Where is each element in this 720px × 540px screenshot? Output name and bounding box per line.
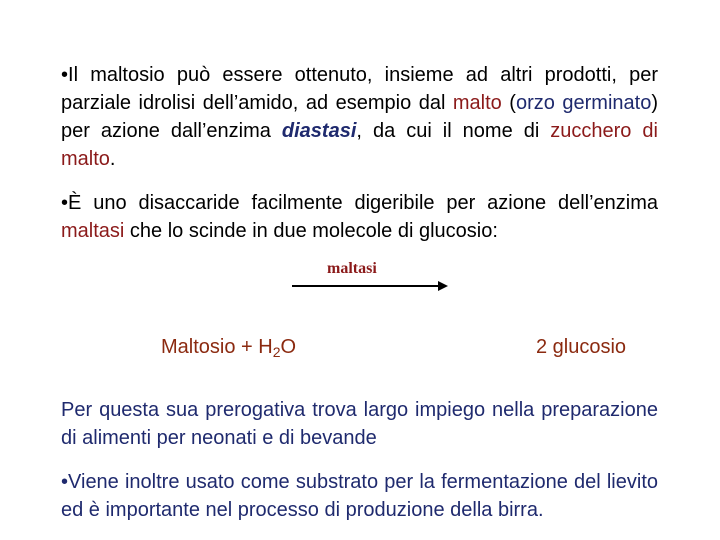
paragraph-text: che lo scinde in due molecole di glucosio: (124, 220, 498, 242)
term-maltasi: maltasi (61, 220, 125, 242)
reactant-text: Maltosio + H (161, 336, 273, 358)
reaction-product: 2 glucosio (536, 336, 627, 358)
paragraph-text: ) per azione dall’enzima (61, 92, 658, 142)
term-diastasi: diastasi (281, 120, 357, 142)
bullet: • (61, 192, 69, 214)
paragraph-text: . (109, 148, 116, 170)
term-orzo-germinato: orzo germinato (515, 92, 652, 114)
reaction-arrow-icon (292, 279, 452, 293)
paragraph-disaccharide (61, 189, 658, 245)
paragraph-maltose-origin (61, 61, 658, 173)
paragraph-text: ( (501, 92, 516, 114)
paragraph-text: Viene inoltre usato come substrato per la fermentazione del lievito ed è importante nel processo di produzione della birra. (61, 471, 658, 521)
reaction-enzyme-label: maltasi (327, 260, 377, 277)
paragraph-text: , da cui il nome di (356, 120, 551, 142)
reactant-text: O (280, 336, 297, 358)
paragraph-text: Il maltosio può essere ottenuto, insieme ad altri prodotti, per parziale idrolisi dell’amido, ad esempio dal (61, 64, 658, 114)
reaction-reactants (161, 336, 296, 360)
reactant-subscript: 2 (272, 344, 281, 360)
paragraph-usage: Per questa sua prerogativa trova largo impiego nella preparazione di alimenti per neonati e di bevande (61, 399, 658, 449)
bullet: • (61, 64, 69, 86)
term-zucchero-di-malto: zucchero di malto (61, 120, 658, 170)
paragraph-text: È uno disaccaride facilmente digeribile per azione dell’enzima (68, 192, 658, 214)
term-malto: malto (452, 92, 502, 114)
bullet: • (61, 471, 69, 493)
paragraph-fermentation (61, 468, 658, 524)
